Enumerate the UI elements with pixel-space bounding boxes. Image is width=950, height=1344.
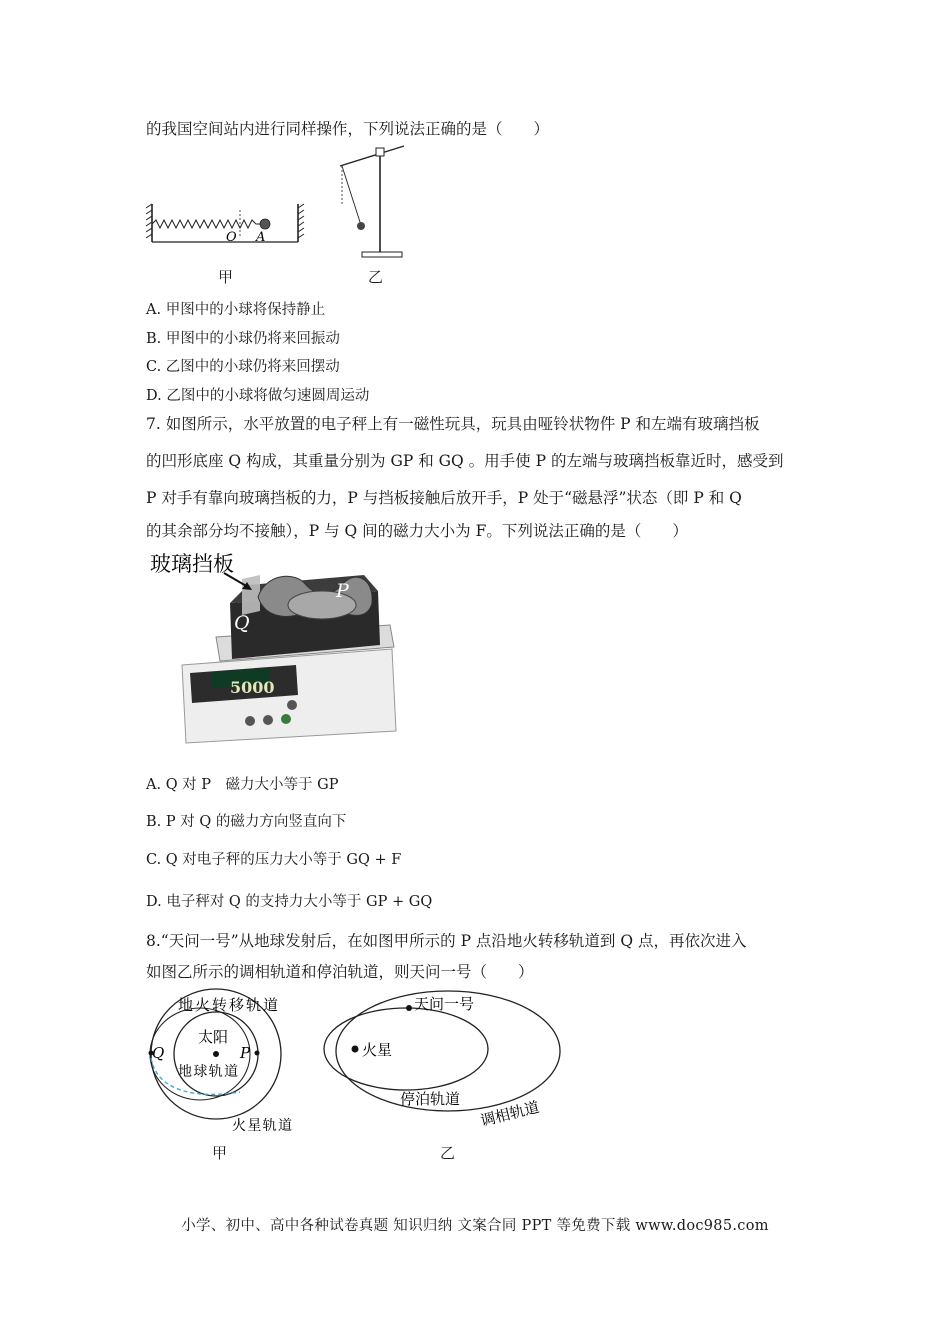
q8-fig-yi-caption: 乙	[440, 1144, 456, 1162]
label-O: O	[226, 230, 237, 245]
label-P: P	[336, 580, 349, 602]
label-transfer-orbit: 地火转移轨道	[178, 996, 278, 1014]
q6-intro: 的我国空间站内进行同样操作，下列说法正确的是（ ）	[146, 120, 550, 138]
q6-option-d: D. 乙图中的小球将做匀速圆周运动	[146, 388, 370, 404]
q7-option-c: C. Q 对电子秤的压力大小等于 GQ + F	[146, 852, 402, 868]
q7-option-b: B. P 对 Q 的磁力方向竖直向下	[146, 814, 347, 830]
q7-scale-photo	[146, 545, 406, 755]
q6-fig-jia-caption: 甲	[218, 268, 234, 286]
q7-line-2: 的凹形底座 Q 构成，其重量分别为 GP 和 GQ 。用手使 P 的左端与玻璃挡板靠近时，感受到	[146, 452, 784, 470]
q7-option-d: D. 电子秤对 Q 的支持力大小等于 GP + GQ	[146, 894, 433, 910]
label-mars-orbit: 火星轨道	[232, 1118, 292, 1134]
q7-line-3: P 对手有靠向玻璃挡板的力，P 与挡板接触后放开手，P 处于“磁悬浮”状态（即 P 和 Q	[146, 489, 742, 507]
q6-option-a: A. 甲图中的小球将保持静止	[146, 302, 326, 318]
q6-option-c: C. 乙图中的小球仍将来回摆动	[146, 359, 340, 375]
scale-display: 5000	[230, 678, 275, 697]
label-glass-plate: 玻璃挡板	[150, 552, 234, 576]
q8-line-1: 8.“天问一号”从地球发射后，在如图甲所示的 P 点沿地火转移轨道到 Q 点，再依次进入	[146, 932, 747, 950]
q8-fig-transfer-orbit	[140, 988, 300, 1163]
label-sun: 太阳	[198, 1028, 229, 1046]
q8-fig-jia-caption: 甲	[212, 1144, 228, 1162]
label-A: A	[256, 230, 266, 245]
q7-line-1: 7. 如图所示，水平放置的电子秤上有一磁性玩具，玩具由哑铃状物件 P 和左端有玻璃挡板	[146, 415, 760, 433]
q6-fig-spring	[146, 200, 306, 250]
q8-fig-mars-orbits	[318, 988, 568, 1133]
label-mars: 火星	[362, 1041, 393, 1059]
q6-fig-pendulum	[336, 142, 411, 262]
label-Q: Q	[234, 612, 250, 634]
label-phasing-orbit: 调相轨道	[478, 1097, 542, 1130]
page-footer: 小学、初中、高中各种试卷真题 知识归纳 文案合同 PPT 等免费下载 www.doc985.com	[181, 1218, 769, 1234]
label-P: P	[240, 1044, 251, 1062]
q7-line-4: 的其余部分均不接触），P 与 Q 间的磁力大小为 F。下列说法正确的是（ ）	[146, 522, 688, 540]
label-probe: 天问一号	[414, 995, 475, 1013]
q6-option-b: B. 甲图中的小球仍将来回振动	[146, 331, 340, 347]
label-Q: Q	[152, 1044, 165, 1062]
label-parking-orbit: 停泊轨道	[400, 1090, 461, 1108]
label-earth-orbit: 地球轨道	[178, 1064, 238, 1080]
q6-fig-yi-caption: 乙	[368, 268, 384, 286]
q7-option-a: A. Q 对 P 磁力大小等于 GP	[146, 777, 339, 793]
q8-line-2: 如图乙所示的调相轨道和停泊轨道，则天问一号（ ）	[146, 963, 534, 981]
